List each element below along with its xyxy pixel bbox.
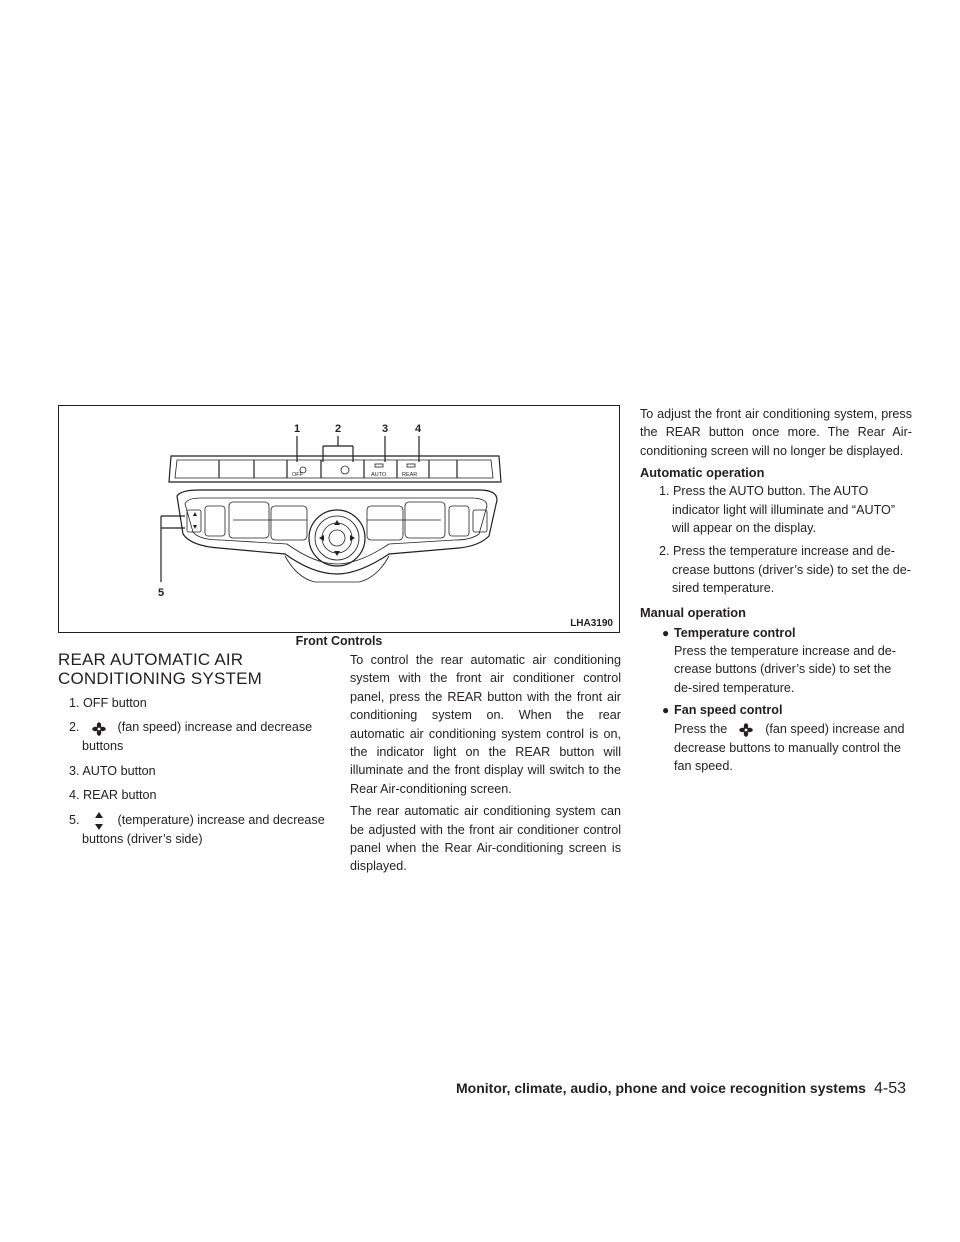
legend-item: 5. (temperature) increase and decrease buttons (driver’s side) xyxy=(69,812,325,846)
step-item: 1. Press the AUTO button. The AUTO indicator light will illuminate and “AUTO” will appear on the display. xyxy=(659,484,896,536)
chapter-title: Monitor, climate, audio, phone and voice recognition systems xyxy=(456,1080,866,1096)
climate-panel-illustration xyxy=(59,406,621,634)
automatic-steps xyxy=(640,482,912,597)
legend-item: 1. OFF button xyxy=(69,696,147,710)
manual-items xyxy=(640,624,912,776)
body-paragraph: The rear automatic air conditioning system can be adjusted with the front air conditioner control panel when the Rear Air-conditioning screen is displayed. xyxy=(350,804,621,874)
panel-label-off: OFF xyxy=(292,472,303,478)
callout-4: 4 xyxy=(415,423,422,435)
column-1 xyxy=(58,650,330,854)
callout-1: 1 xyxy=(294,423,301,435)
body-paragraph: To adjust the front air conditioning system, press the REAR button once more. The Rear Air-conditioning screen will no longer be displayed. xyxy=(640,407,912,458)
manual-operation-heading: Manual operation xyxy=(640,604,746,620)
manual-item: ● Fan speed control Press the (fan speed) increase and decrease buttons to manually control the fan speed. xyxy=(662,703,905,773)
step-item: 2. Press the temperature increase and de-crease buttons (driver’s side) to set the de-sired temperature. xyxy=(659,544,911,596)
panel-label-rear: REAR xyxy=(402,472,418,478)
manual-item: ● Temperature control Press the temperature increase and de-crease buttons (driver’s side) to set the de-sired temperature. xyxy=(662,625,896,695)
callout-2: 2 xyxy=(335,423,342,435)
automatic-operation-heading: Automatic operation xyxy=(640,465,765,481)
callout-5: 5 xyxy=(158,587,165,599)
bullet-icon: ● xyxy=(662,703,670,718)
page-number: 4-53 xyxy=(873,1080,906,1097)
legend-item: 4. REAR button xyxy=(69,788,157,803)
figure-id: LHA3190 xyxy=(570,618,613,629)
figure-caption: Front Controls xyxy=(295,634,383,648)
bullet-icon: ● xyxy=(662,625,670,640)
section-title: REAR AUTOMATIC AIR CONDITIONING SYSTEM xyxy=(58,650,263,688)
temperature-arrows-icon xyxy=(80,811,118,830)
legend-item: 3. AUTO button xyxy=(69,763,156,778)
front-controls-figure xyxy=(58,405,620,633)
panel-label-auto: AUTO xyxy=(371,472,387,478)
fan-icon xyxy=(80,719,118,737)
legend-item: 2. (fan speed) increase and decrease buttons xyxy=(69,720,313,754)
column-2 xyxy=(350,651,621,880)
button-legend xyxy=(58,694,330,848)
body-paragraph: To control the rear automatic air conditioning system with the front air conditioner control panel, press the REAR button with the front air conditioning system on. When the rear automatic air conditioning system control is on, the indicator light on the REAR button will illuminate and the front display will switch to the Rear Air-conditioning screen. xyxy=(350,653,621,796)
callout-3: 3 xyxy=(382,423,389,435)
page-footer xyxy=(456,1079,906,1098)
fan-icon xyxy=(727,720,765,738)
column-3 xyxy=(640,405,912,779)
